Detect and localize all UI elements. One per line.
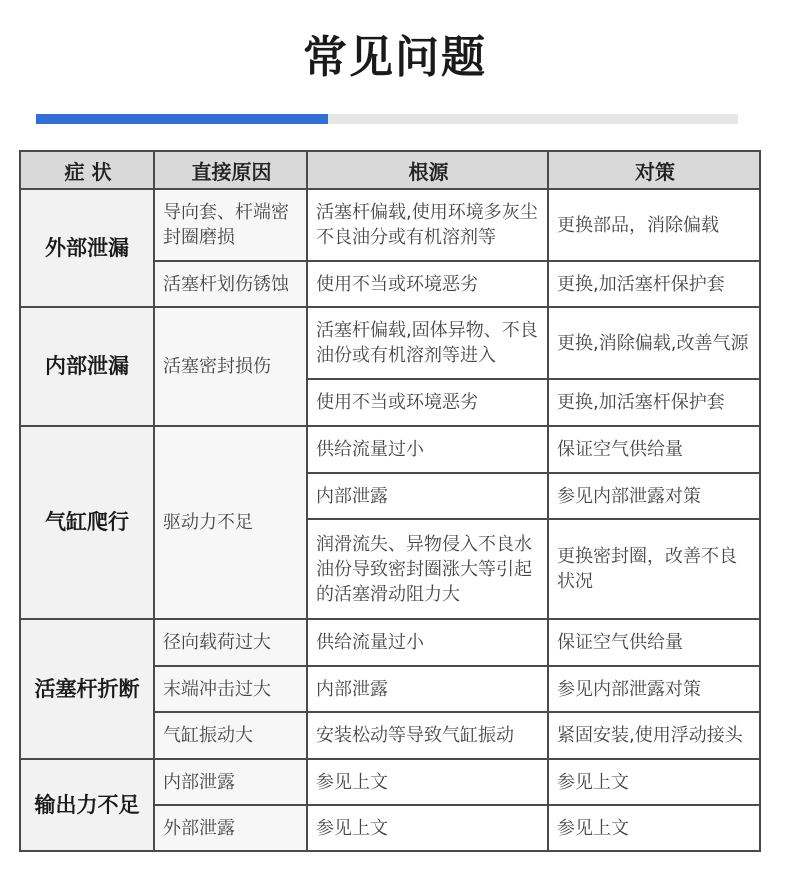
cause-cell: 气缸振动大 — [154, 712, 307, 759]
page-title: 常见问题 — [303, 32, 487, 83]
root-cell: 润滑流失、异物侵入不良水油份导致密封圈涨大等引起的活塞滑动阻力大 — [307, 519, 548, 619]
cause-cell: 活塞杆划伤锈蚀 — [154, 261, 307, 307]
table-row — [20, 759, 760, 805]
table-row — [20, 619, 760, 666]
root-cell: 参见上文 — [307, 805, 548, 851]
cause-cell: 导向套、杆端密封圈磨损 — [154, 189, 307, 261]
root-cell: 供给流量过小 — [307, 619, 548, 666]
fix-cell: 更换,加活塞杆保护套 — [548, 379, 760, 426]
table-row — [20, 189, 760, 261]
fix-cell: 更换,加活塞杆保护套 — [548, 261, 760, 307]
fix-cell: 更换,消除偏载,改善气源 — [548, 307, 760, 379]
fix-cell: 保证空气供给量 — [548, 619, 760, 666]
fix-cell: 更换部品，消除偏载 — [548, 189, 760, 261]
fix-cell: 参见上文 — [548, 759, 760, 805]
symptom-cell: 内部泄漏 — [20, 307, 154, 426]
root-cell: 参见上文 — [307, 759, 548, 805]
root-cell: 活塞杆偏载,使用环境多灰尘不良油分或有机溶剂等 — [307, 189, 548, 261]
cause-cell: 径向载荷过大 — [154, 619, 307, 666]
symptom-cell: 活塞杆折断 — [20, 619, 154, 759]
title-underline-track — [36, 114, 738, 124]
symptom-cell: 输出力不足 — [20, 759, 154, 851]
title-underline-accent — [36, 114, 328, 124]
symptom-cell: 气缸爬行 — [20, 426, 154, 619]
faq-table — [19, 150, 761, 852]
fix-cell: 参见内部泄露对策 — [548, 666, 760, 712]
fix-cell: 保证空气供给量 — [548, 426, 760, 473]
fix-cell: 紧固安装,使用浮动接头 — [548, 712, 760, 759]
root-cell: 使用不当或环境恶劣 — [307, 379, 548, 426]
header-symptom: 症 状 — [20, 151, 154, 189]
root-cell: 供给流量过小 — [307, 426, 548, 473]
cause-cell: 末端冲击过大 — [154, 666, 307, 712]
table-header-row — [20, 151, 760, 189]
root-cell: 内部泄露 — [307, 473, 548, 519]
header-countermeasure: 对策 — [548, 151, 760, 189]
symptom-cell: 外部泄漏 — [20, 189, 154, 307]
root-cell: 使用不当或环境恶劣 — [307, 261, 548, 307]
fix-cell: 参见内部泄露对策 — [548, 473, 760, 519]
root-cell: 安装松动等导致气缸振动 — [307, 712, 548, 759]
root-cell: 内部泄露 — [307, 666, 548, 712]
cause-cell: 驱动力不足 — [154, 426, 307, 619]
cause-cell: 外部泄露 — [154, 805, 307, 851]
header-root: 根源 — [307, 151, 548, 189]
root-cell: 活塞杆偏载,固体异物、不良油份或有机溶剂等进入 — [307, 307, 548, 379]
fix-cell: 参见上文 — [548, 805, 760, 851]
fix-cell: 更换密封圈，改善不良状况 — [548, 519, 760, 619]
cause-cell: 内部泄露 — [154, 759, 307, 805]
header-direct-cause: 直接原因 — [154, 151, 307, 189]
cause-cell: 活塞密封损伤 — [154, 307, 307, 426]
table-row — [20, 426, 760, 473]
table-row — [20, 307, 760, 379]
